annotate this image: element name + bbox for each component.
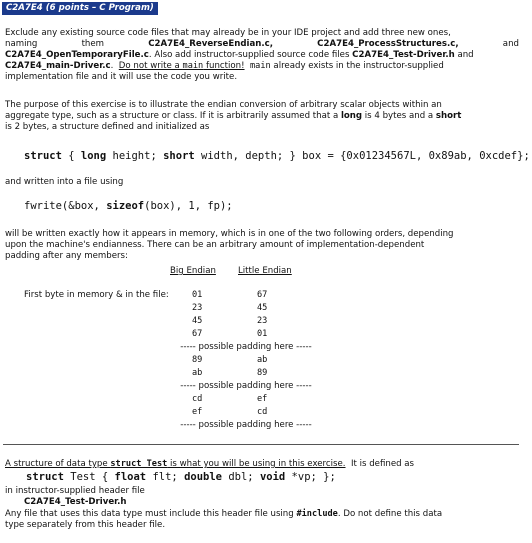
code-text: flt; <box>146 471 185 483</box>
big-byte: cd <box>192 394 203 404</box>
exercise-title: C2A7E4 (6 points – C Program) <box>2 2 158 15</box>
purpose-line-3: is 2 bytes, a structure defined and initialized as <box>5 122 210 132</box>
header-file-name <box>24 497 532 508</box>
big-endian-header: Big Endian <box>170 266 216 276</box>
intro-text: . Also add instructor-supplied source code files <box>148 50 353 60</box>
code-keyword: struct <box>26 471 64 483</box>
code-keyword: void <box>259 471 286 483</box>
code-struct-test <box>26 471 336 484</box>
heading-part: A structure of data type <box>5 459 111 469</box>
intro-line-3 <box>5 50 519 61</box>
code-text: fwrite(&box, <box>24 200 107 212</box>
section-divider <box>3 444 519 445</box>
include-text: . Do not define this data <box>337 509 443 519</box>
include-line-2: type separately from this header file. <box>5 520 166 530</box>
little-byte: 67 <box>257 290 268 300</box>
written-line: and written into a file using <box>5 177 124 187</box>
short-keyword: short <box>435 111 462 121</box>
intro-word: them <box>81 39 105 49</box>
padding-note: ----- possible padding here ----- <box>180 381 312 391</box>
include-text: Any file that uses this data type must include this header file using <box>5 509 297 519</box>
code-text: (box), 1, fp); <box>144 200 233 212</box>
little-byte: 45 <box>257 303 268 313</box>
struct-test-name: struct Test <box>110 459 168 469</box>
code-text: height; <box>106 150 164 162</box>
warning-part: Do not write a <box>118 61 183 71</box>
big-byte: 23 <box>192 303 203 313</box>
big-byte: 67 <box>192 329 203 339</box>
filename-main-driver: C2A7E4_main-Driver.c <box>5 61 111 71</box>
warning-text <box>119 61 245 71</box>
purpose-text: aggregate type, such as a structure or class. If it is arbitrarily assumed that a <box>5 111 341 121</box>
filename-test-driver-h: C2A7E4_Test-Driver.h <box>352 50 455 60</box>
long-keyword: long <box>340 111 363 121</box>
intro-line-5: implementation file and it will use the code you write. <box>5 72 238 82</box>
little-byte: ab <box>257 355 268 365</box>
intro-line-1: Exclude any existing source code files that may already be in your IDE project and add three new ones, <box>5 28 451 38</box>
warning-part: function! <box>203 61 245 71</box>
intro-word: naming <box>5 39 38 49</box>
padding-note: ----- possible padding here ----- <box>180 420 312 430</box>
header-filename: C2A7E4_Test-Driver.h <box>24 497 127 507</box>
code-keyword: sizeof <box>106 200 145 212</box>
intro-text: already exists in the instructor-supplied <box>270 61 444 71</box>
big-byte: 89 <box>192 355 203 365</box>
big-byte: 45 <box>192 316 203 326</box>
heading-part: is what you will be using in this exercise. <box>167 459 346 469</box>
code-text: { <box>61 150 81 162</box>
little-byte: cd <box>257 407 268 417</box>
willbe-line-1: will be written exactly how it appears in memory, which is in one of the two following orders, depending <box>5 229 454 239</box>
code-fwrite <box>24 200 233 213</box>
willbe-line-2: upon the machine's endianness. There can be an arbitrary amount of implementation-dependent <box>5 240 425 250</box>
header-file-line: in instructor-supplied header file <box>5 486 145 496</box>
include-directive: #include <box>296 509 338 519</box>
code-keyword: short <box>163 150 195 162</box>
intro-line-4 <box>5 61 519 72</box>
padding-note: ----- possible padding here ----- <box>180 342 312 352</box>
little-byte: 01 <box>257 329 268 339</box>
struct-test-text: It is defined as <box>345 459 415 469</box>
code-text: *vp; }; <box>285 471 336 483</box>
intro-text: . <box>110 61 119 71</box>
code-text: dbl; <box>222 471 260 483</box>
warning-main: main <box>182 61 204 71</box>
struct-test-intro <box>5 459 519 470</box>
code-text: Test { <box>63 471 115 483</box>
code-text: width, depth; } box = {0x01234567L, 0x89ab, 0xcdef}; <box>194 150 530 162</box>
intro-text: and <box>454 50 474 60</box>
little-byte: 23 <box>257 316 268 326</box>
filename-process-structures: C2A7E4_ProcessStructures.c, <box>317 39 459 49</box>
purpose-text: is 4 bytes and a <box>362 111 436 121</box>
code-keyword: float <box>114 471 147 483</box>
little-byte: 89 <box>257 368 268 378</box>
code-keyword: struct <box>24 150 62 162</box>
code-struct-box <box>24 150 530 163</box>
code-keyword: long <box>80 150 107 162</box>
code-keyword: double <box>184 471 222 483</box>
little-endian-header: Little Endian <box>238 266 292 276</box>
filename-reverse-endian: C2A7E4_ReverseEndian.c, <box>148 39 273 49</box>
intro-word: and <box>502 39 519 49</box>
intro-line-2 <box>5 39 519 50</box>
first-byte-label: First byte in memory & in the file: <box>24 290 169 300</box>
purpose-line-1: The purpose of this exercise is to illustrate the endian conversion of arbitrary scalar objects within an <box>5 100 442 110</box>
filename-open-temporary: C2A7E4_OpenTemporaryFile.c <box>5 50 149 60</box>
big-byte: ab <box>192 368 203 378</box>
purpose-line-2 <box>5 111 519 122</box>
little-byte: ef <box>257 394 268 404</box>
struct-test-heading <box>5 459 346 469</box>
main-keyword: main <box>250 61 271 71</box>
include-line-1 <box>5 509 519 520</box>
big-byte: ef <box>192 407 203 417</box>
willbe-line-3: padding after any members: <box>5 251 128 261</box>
big-byte: 01 <box>192 290 203 300</box>
